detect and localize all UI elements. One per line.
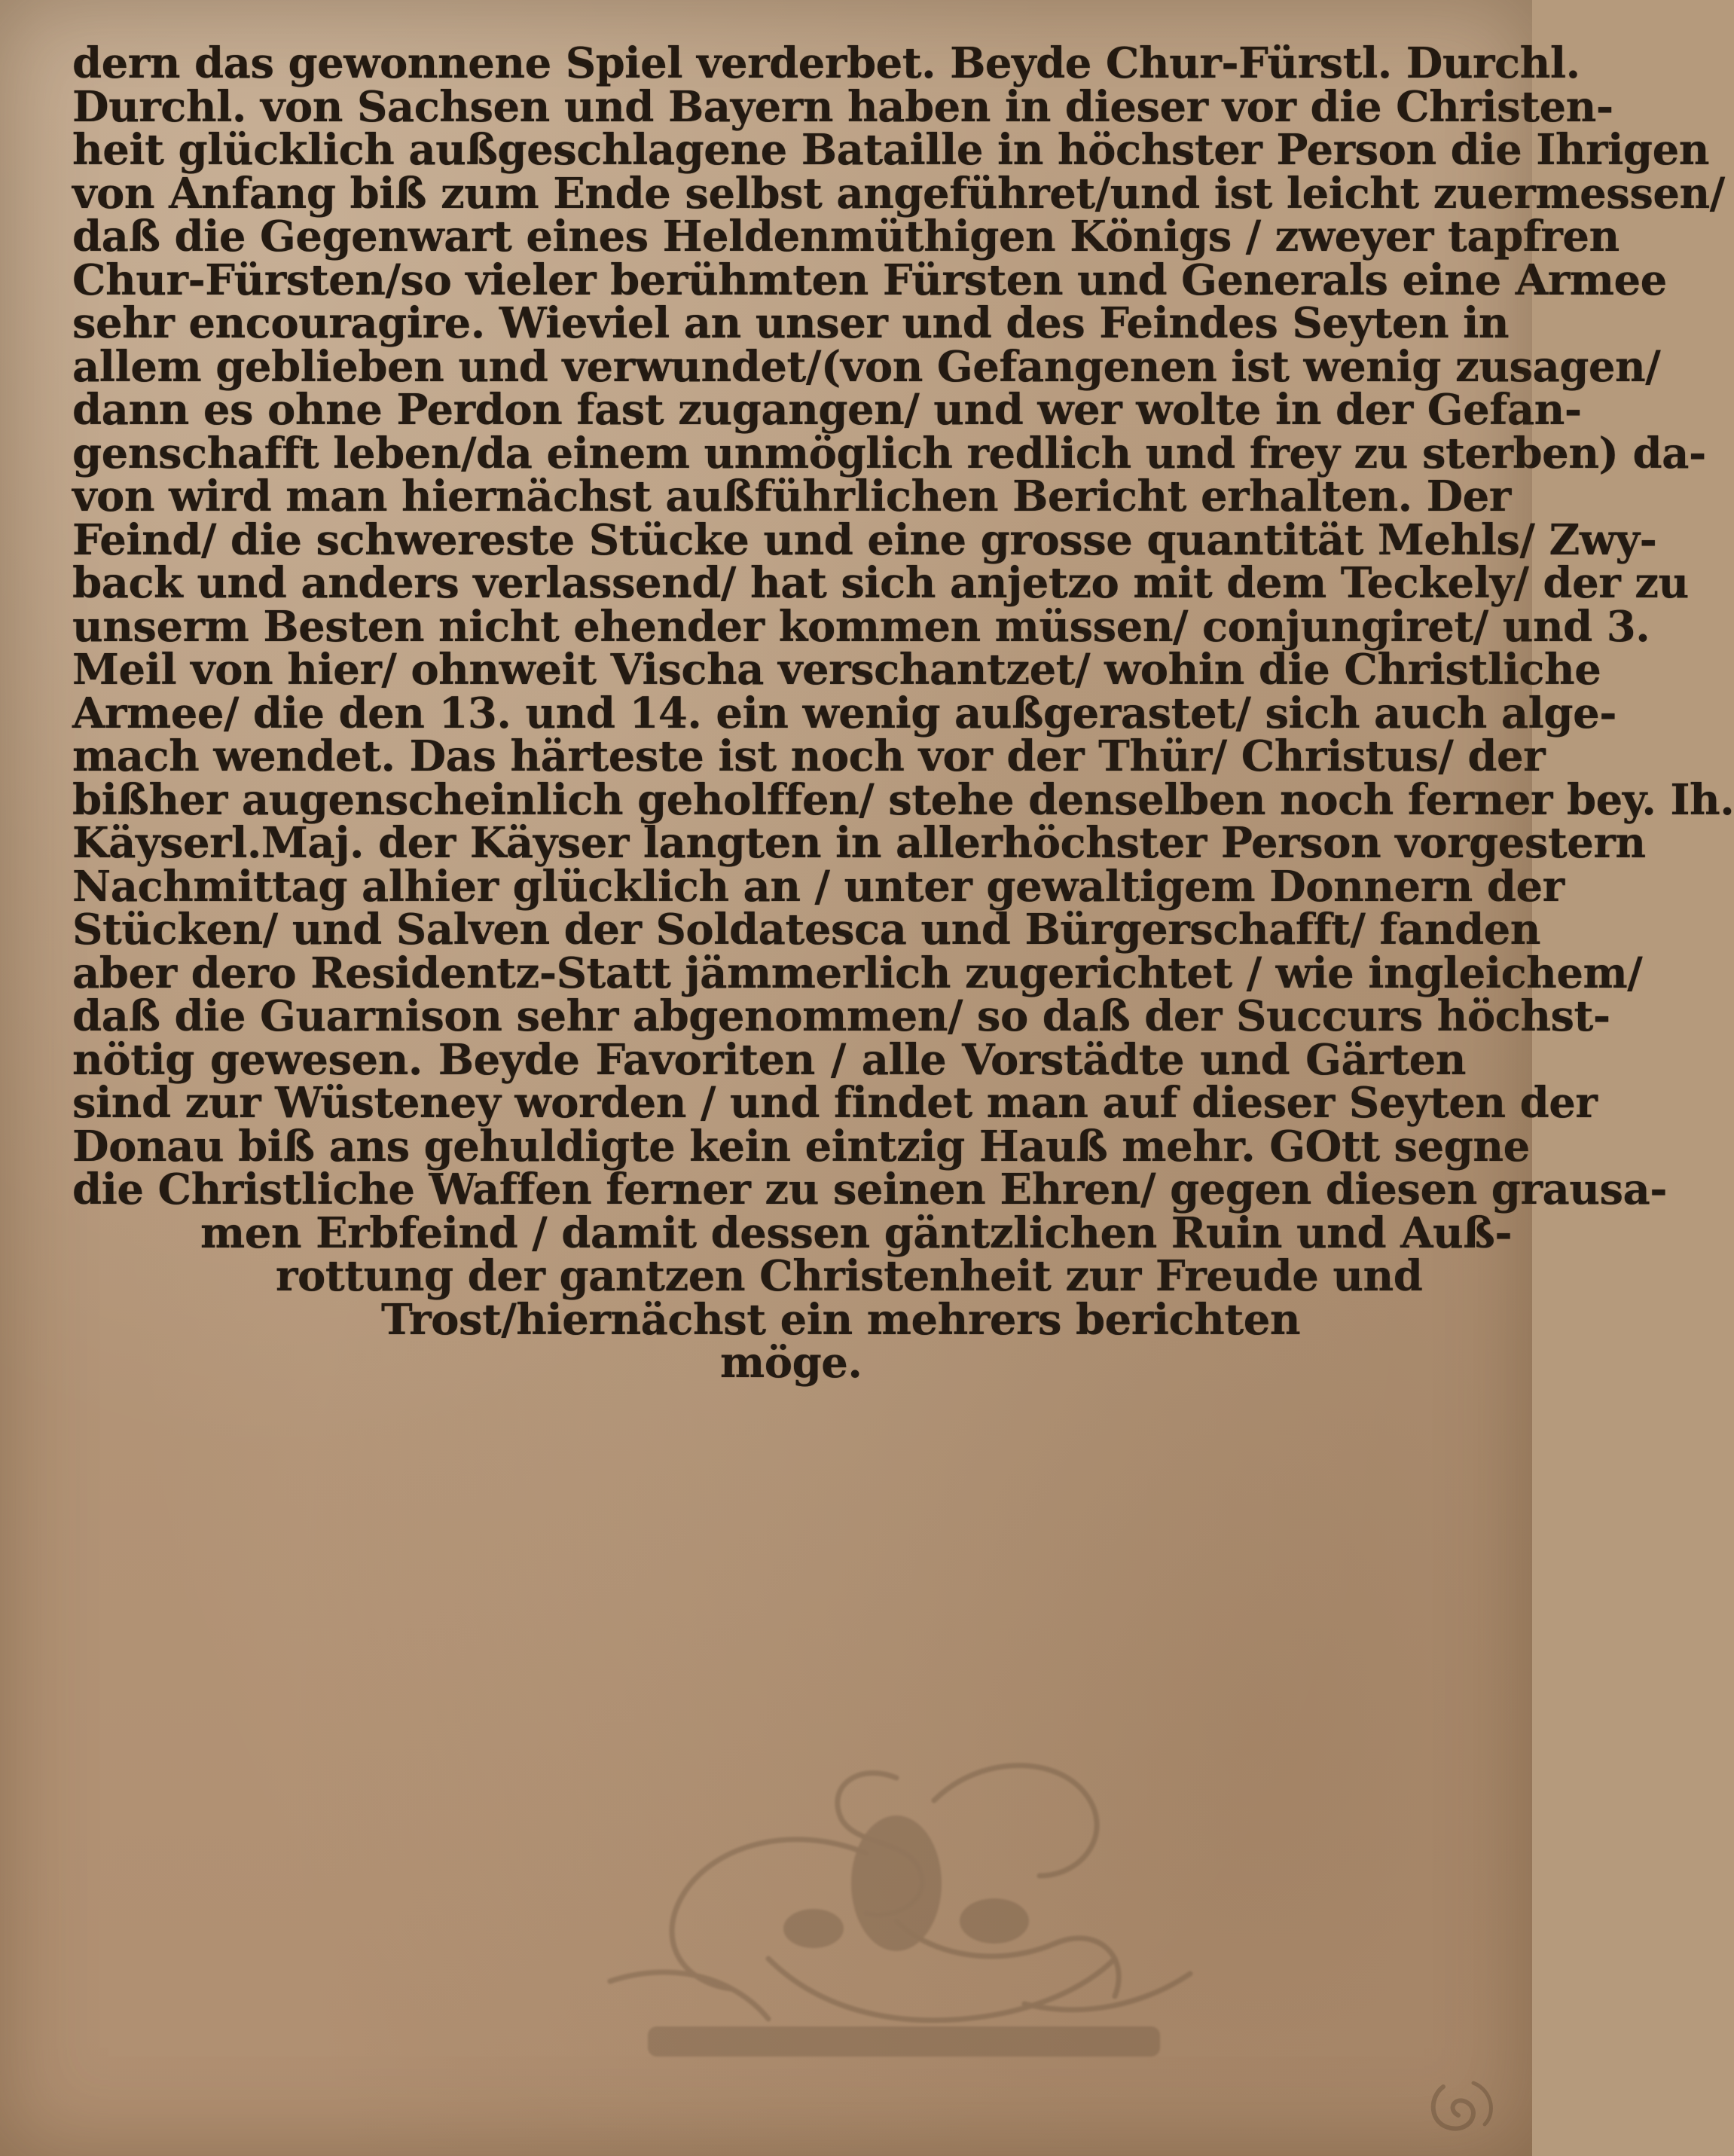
text-line: Nachmittag alhier glücklich an / unter gewaltigem Donnern der xyxy=(72,861,1565,912)
closing-line: rottung der gantzen Christenheit zur Freude und xyxy=(276,1251,1423,1301)
text-line: dern das gewonnene Spiel verderbet. Beyde Chur-Fürstl. Durchl. xyxy=(72,38,1580,88)
text-line: Meil von hier/ ohnweit Vischa verschantzet/ wohin die Christliche xyxy=(72,645,1601,695)
text-line: von wird man hiernächst außführlichen Bericht erhalten. Der xyxy=(72,472,1511,521)
text-line: heit glücklich außgeschlagene Bataille in höchster Person die Ihrigen xyxy=(72,125,1709,175)
text-line: Stücken/ und Salven der Soldatesca und Bürgerschafft/ fanden xyxy=(72,905,1541,954)
text-line: Armee/ die den 13. und 14. ein wenig außgerastet/ sich auch alge- xyxy=(72,688,1616,738)
text-line: Chur-Fürsten/so vieler berühmten Fürsten und Generals eine Armee xyxy=(72,255,1667,305)
text-line: Feind/ die schwereste Stücke und eine grosse quantität Mehls/ Zwy- xyxy=(72,515,1657,565)
text-line: bißher augenscheinlich geholffen/ stehe denselben noch ferner bey. Ih. xyxy=(72,774,1734,825)
text-line: daß die Guarnison sehr abgenommen/ so daß der Succurs höchst- xyxy=(72,991,1610,1041)
text-line: unserm Besten nicht ehender kommen müssen/ conjungiret/ und 3. xyxy=(72,601,1650,652)
text-line: sind zur Wüsteney worden / und findet man auf dieser Seyten der xyxy=(72,1078,1598,1128)
document-body xyxy=(72,38,1734,1388)
text-line: mach wendet. Das härteste ist noch vor der Thür/ Christus/ der xyxy=(72,731,1546,781)
text-line: genschafft leben/da einem unmöglich redlich und frey zu sterben) da- xyxy=(72,428,1706,478)
text-line: Donau biß ans gehuldigte kein eintzig Hauß mehr. GOtt segne xyxy=(72,1121,1530,1171)
text-line: die Christliche Waffen ferner zu seinen Ehren/ gegen diesen grausa- xyxy=(72,1165,1668,1214)
closing-line: men Erbfeind / damit dessen gäntzlichen Ruin und Auß- xyxy=(200,1208,1513,1258)
page-corner-mark-icon xyxy=(1421,2072,1504,2139)
text-line: back und anders verlassend/ hat sich anjetzo mit dem Teckely/ der zu xyxy=(72,558,1689,608)
text-line: Käyserl.Maj. der Käyser langten in allerhöchster Person vorgestern xyxy=(72,818,1646,868)
text-line: von Anfang biß zum Ende selbst angeführet/und ist leicht zuermessen/ xyxy=(72,168,1725,218)
text-line: allem geblieben und verwundet/(von Gefangenen ist wenig zusagen/ xyxy=(72,341,1661,392)
text-line: daß die Gegenwart eines Heldenmüthigen Königs / zweyer tapfren xyxy=(72,212,1620,261)
text-line: dann es ohne Perdon fast zugangen/ und wer wolte in der Gefan- xyxy=(72,385,1582,435)
text-line: nötig gewesen. Beyde Favoriten / alle Vorstädte und Gärten xyxy=(72,1034,1466,1085)
text-line: Durchl. von Sachsen und Bayern haben in dieser vor die Christen- xyxy=(72,81,1613,132)
closing-line: möge. xyxy=(720,1338,862,1388)
text-line: aber dero Residentz-Statt jämmerlich zugerichtet / wie ingleichem/ xyxy=(72,948,1643,998)
ornament-bleedthrough-icon xyxy=(542,1733,1250,2064)
closing-line: Trost/hiernächst ein mehrers berichten xyxy=(381,1294,1301,1345)
text-line: sehr encouragire. Wieviel an unser und des Feindes Seyten in xyxy=(72,298,1510,348)
